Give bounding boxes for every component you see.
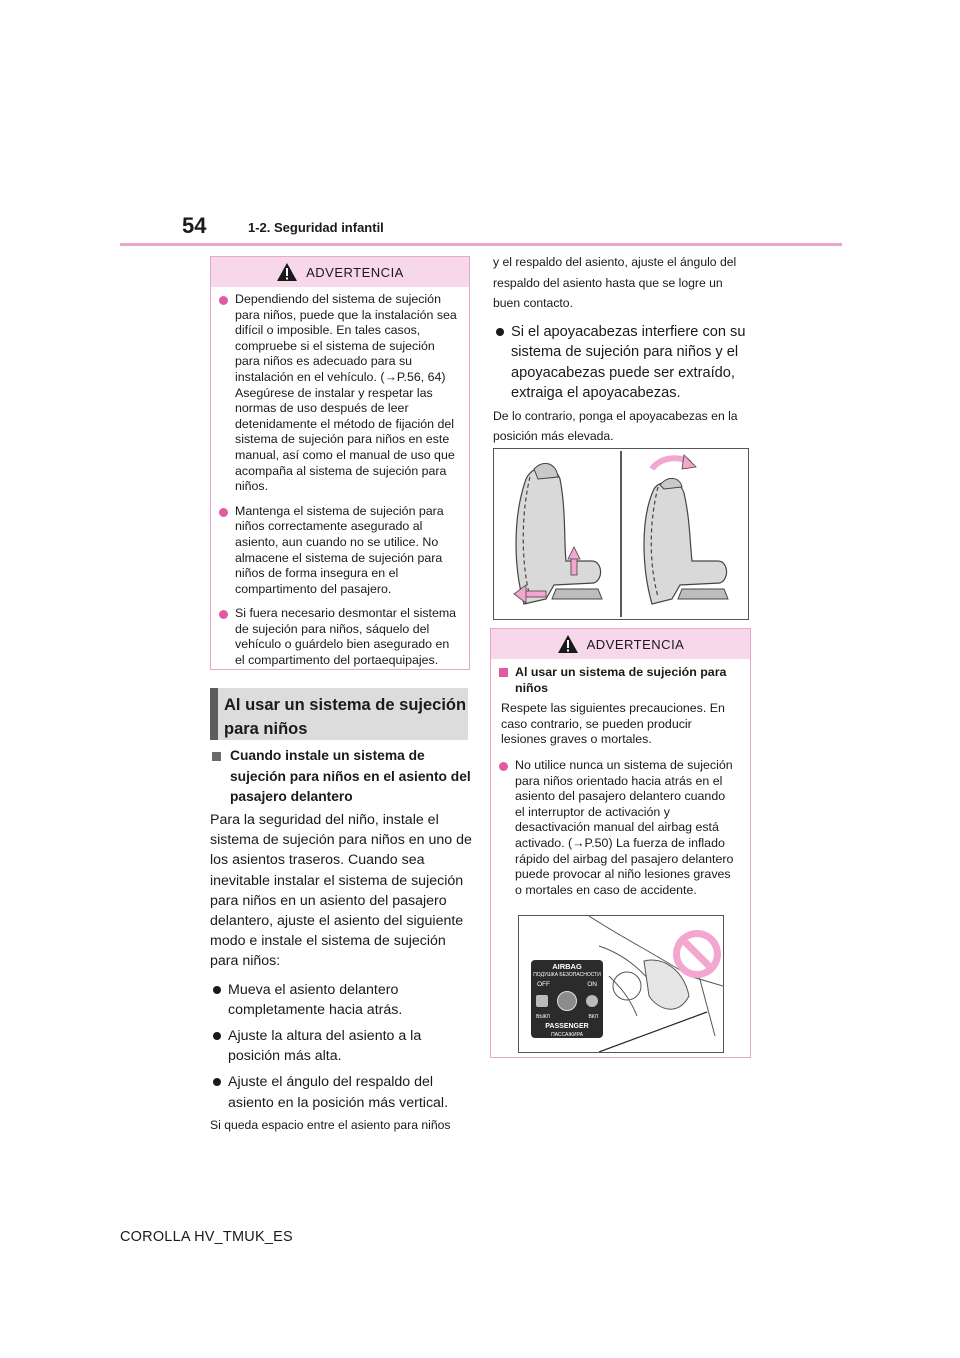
warning-box-1 xyxy=(210,256,470,670)
warning-triangle-icon xyxy=(557,634,579,654)
right-body xyxy=(493,252,751,446)
airbag-off-symbol-icon xyxy=(536,995,548,1007)
page-number: 54 xyxy=(182,213,207,238)
body-paragraph: Para la seguridad del niño, instale el sistema de sujeción para niños en uno de los asientos traseros. Cuando sea inevitable instalar el sistema de sujeción para niños en un asiento del pasajero delantero, ajuste el asiento del siguiente modo e instale el sistema de sujeción para niños: xyxy=(210,812,472,970)
pink-bullet-icon xyxy=(219,296,228,305)
warning-header xyxy=(491,629,750,659)
warning-item: Mantenga el sistema de sujeción para niños correctamente asegurado al asiento, aun cuando no se utilice. No almacene el sistema de sujeción para niños de forma insegura en el compartimento del pasajero. xyxy=(217,504,457,598)
square-bullet-icon xyxy=(212,752,221,761)
square-bullet-icon xyxy=(499,668,508,677)
note-text: Si queda espacio entre el asiento para niños xyxy=(210,1117,451,1132)
pink-bullet-icon xyxy=(219,610,228,619)
round-bullet-icon xyxy=(213,986,221,994)
warning-intro: Respete las siguientes precauciones. En caso contrario, se pueden producir lesiones graves o mortales. xyxy=(501,701,725,747)
bullet-item: Ajuste el ángulo del respaldo del asiento en la posición más vertical. xyxy=(210,1072,472,1112)
header-divider xyxy=(120,243,842,246)
section-title: 1-2. Seguridad infantil xyxy=(248,220,384,235)
seat-left-icon xyxy=(514,463,602,604)
subsection-heading: Cuando instale un sistema de sujeción para niños en el asiento del pasajero delantero xyxy=(212,746,474,808)
airbag-off-text: OFF xyxy=(537,981,550,988)
warning-triangle-icon xyxy=(276,262,298,282)
airbag-on-ru-text: ВКЛ xyxy=(588,1014,598,1020)
bullet-item: Si el apoyacabezas interfiere con su sistema de sujeción para niños y el apoyacabezas puede ser extraído, extraiga el apoyacabezas. xyxy=(493,322,751,404)
continuation-text: y el respaldo del asiento, ajuste el ángulo del respaldo del asiento hasta que se logre un buen contacto. xyxy=(493,255,737,310)
airbag-label-bottom: PASSENGER xyxy=(545,1023,589,1030)
airbag-label-top: AIRBAG xyxy=(552,962,582,971)
seat-right-icon xyxy=(644,455,728,604)
airbag-off-ru-text: ВЫКЛ xyxy=(536,1014,550,1020)
round-bullet-icon xyxy=(213,1032,221,1040)
warning-item: Si fuera necesario desmontar el sistema de sujeción para niños, sáquelo del vehículo o guárdelo bien asegurado en el compartimento del portaequipajes. xyxy=(217,606,457,668)
warning-heading: Al usar un sistema de sujeción para niños xyxy=(497,665,738,696)
warning-title: ADVERTENCIA xyxy=(586,636,685,652)
note-text: De lo contrario, ponga el apoyacabezas en la posición más elevada. xyxy=(493,408,738,443)
pink-bullet-icon xyxy=(219,508,228,517)
airbag-on-text: ON xyxy=(587,981,597,988)
seat-illustration xyxy=(493,448,749,620)
bullet-item: Mueva el asiento delantero completamente hacia atrás. xyxy=(210,980,472,1020)
airbag-label-bottom-ru: ПАССАЖИРА xyxy=(551,1032,583,1038)
airbag-label-top-ru: ПОДУШКА БЕЗОПАСНОСТИ xyxy=(533,972,601,978)
key-switch-icon xyxy=(557,991,577,1011)
seat-adjustment-diagram xyxy=(494,449,748,619)
warning-box-2 xyxy=(490,628,751,1058)
pink-bullet-icon xyxy=(499,762,508,771)
warning-title: ADVERTENCIA xyxy=(306,264,404,280)
airbag-on-symbol-icon xyxy=(586,995,598,1007)
footer-model-code: COROLLA HV_TMUK_ES xyxy=(120,1229,293,1245)
round-bullet-icon xyxy=(213,1078,221,1086)
round-bullet-icon xyxy=(496,328,504,336)
left-body xyxy=(210,810,472,1135)
airbag-off-label xyxy=(531,960,603,1038)
warning-item: Dependiendo del sistema de sujeción para niños, puede que la instalación sea difícil o imposible. En tales casos, compruebe si el sistema de sujeción para niños es adecuado para su instalación en el vehículo. (→P.56, 64) Asegúrese de instalar y respetar las normas de uso después de leer detenidamente el método de fijación del sistema de sujeción para niños en este manual, así como el manual de uso que acompaña al sistema de sujeción para niños. xyxy=(217,292,457,495)
warning-header xyxy=(211,257,469,287)
airbag-illustration xyxy=(518,915,724,1053)
bullet-item: Ajuste la altura del asiento a la posición más alta. xyxy=(210,1026,472,1066)
section-heading: Al usar un sistema de sujeción para niños xyxy=(210,688,468,740)
warning-item: No utilice nunca un sistema de sujeción para niños orientado hacia atrás en el asiento del pasajero delantero cuando el interruptor de activación y desactivación manual del airbag está activado. (→P.50) La fuerza de inflado rápido del airbag del pasajero delantero puede provocar al niño lesiones graves o mortales en caso de accidente. xyxy=(497,758,738,898)
